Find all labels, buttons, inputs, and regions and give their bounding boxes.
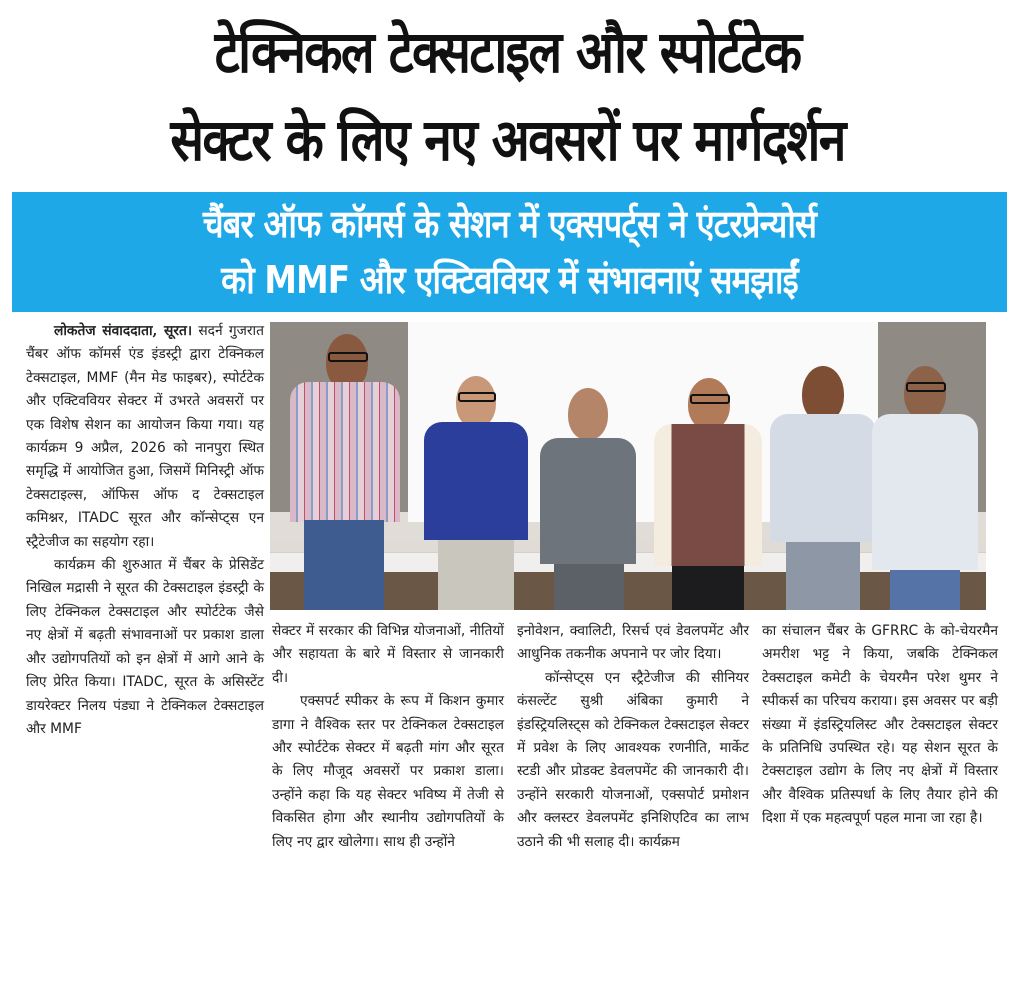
photo-person-5 — [768, 362, 878, 610]
photo-person-1 — [284, 330, 404, 610]
article-paragraph: एक्सपर्ट स्पीकर के रूप में किशन कुमार डागा ने वैश्विक स्तर पर टेक्निकल टेक्सटाइल और स्पोर्टटेक सेक्टर में बढ़ती मांग और सूरत के लिए मौजूद अवसरों पर प्रकाश डाला। उन्होंने कहा कि यह सेक्टर भविष्य में तेजी से विकसित होगा और स्थानीय उद्योगपतियों के लिए नए द्वार खोलेगा। साथ ही उन्होंने — [272, 693, 504, 850]
photo-person-6 — [870, 364, 980, 610]
article-paragraph: सेक्टर में सरकार की विभिन्न योजनाओं, नीतियों और सहायता के बारे में विस्तार से जानकारी दी। — [272, 623, 504, 686]
article-column-3 — [517, 620, 749, 854]
event-photo — [270, 322, 986, 610]
subheadline-line-1: चैंबर ऑफ कॉमर्स के सेशन में एक्सपर्ट्स ने एंटरप्रेन्योर्स — [202, 202, 817, 246]
article-paragraph: का संचालन चैंबर के GFRRC के को-चेयरमैन अमरीश भट्ट ने किया, जबकि टेक्निकल टेक्सटाइल कमेटी के चेयरमैन परेश थुमर ने स्पीकर्स का परिचय कराया। इस अवसर पर बड़ी संख्या में इंडस्ट्रियलिस्ट और टेक्सटाइल सेक्टर के प्रतिनिधि उपस्थित रहे। यह सेशन सूरत के टेक्सटाइल उद्योग के लिए नए क्षेत्रों में विस्तार और वैश्विक प्रतिस्पर्धा के लिए तैयार होने की दिशा में एक महत्वपूर्ण पहल माना जा रहा है। — [762, 623, 998, 827]
article-column-1 — [26, 320, 264, 741]
article-column-4 — [762, 620, 998, 831]
photo-person-4 — [652, 374, 764, 610]
article-paragraph: कार्यक्रम की शुरुआत में चैंबर के प्रेसिडेंट निखिल मद्रासी ने सूरत की टेक्सटाइल इंडस्ट्री के लिए टेक्निकल टेक्सटाइल और स्पोर्टटेक जैसे नए क्षेत्रों में बढ़ती संभावनाओं पर प्रकाश डाला और उद्योगपतियों को इन क्षेत्रों में आगे आने के लिए प्रेरित किया। ITADC, सूरत के असिस्टेंट डायरेक्टर निलय पंड्या ने टेक्निकल टेक्सटाइल और MMF — [26, 557, 264, 737]
headline-line-2: सेक्टर के लिए नए अवसरों पर मार्गदर्शन — [170, 106, 845, 174]
photo-person-2 — [420, 370, 532, 610]
paragraph-text: सदर्न गुजरात चैंबर ऑफ कॉमर्स एंड इंडस्ट्री द्वारा टेक्निकल टेक्सटाइल, MMF (मैन मेड फाइबर), स्पोर्टटेक और एक्टिववियर सेक्टर में उभरते अवसरों पर एक विशेष सेशन का आयोजन किया गया। यह कार्यक्रम 9 अप्रैल, 2026 को नानपुरा स्थित समृद्धि में आयोजित हुआ, जिसमें मिनिस्ट्री ऑफ टेक्सटाइल्स, ऑफिस ऑफ द टेक्सटाइल कमिश्नर, ITADC सूरत और कॉन्सेप्ट्स एन स्ट्रैटेजीज का सहयोग रहा। — [26, 323, 264, 550]
headline — [0, 0, 1015, 184]
article-paragraph — [26, 320, 264, 554]
byline: लोकतेज संवाददाता, सूरत। — [54, 323, 193, 339]
article-column-2 — [272, 620, 504, 854]
subheadline-banner — [12, 192, 1007, 312]
subheadline-line-2: को MMF और एक्टिववियर में संभावनाएं समझाईं — [221, 258, 798, 302]
article-paragraph: कॉन्सेप्ट्स एन स्ट्रैटेजीज की सीनियर कंसल्टेंट सुश्री अंबिका कुमारी ने इंडस्ट्रियलिस्ट्स को टेक्निकल टेक्सटाइल सेक्टर में प्रवेश के लिए आवश्यक रणनीति, मार्केट स्टडी और प्रोडक्ट डेवलपमेंट की जानकारी दी। उन्होंने सरकारी योजनाओं, एक्सपोर्ट प्रमोशन और क्लस्टर डेवलपमेंट इनिशिएटिव का लाभ उठाने की भी सलाह दी। कार्यक्रम — [517, 669, 749, 850]
article-paragraph: इनोवेशन, क्वालिटी, रिसर्च एवं डेवलपमेंट और आधुनिक तकनीक अपनाने पर जोर दिया। — [517, 623, 749, 663]
headline-line-1: टेक्निकल टेक्सटाइल और स्पोर्टटेक — [214, 18, 801, 86]
photo-person-3 — [538, 382, 638, 610]
